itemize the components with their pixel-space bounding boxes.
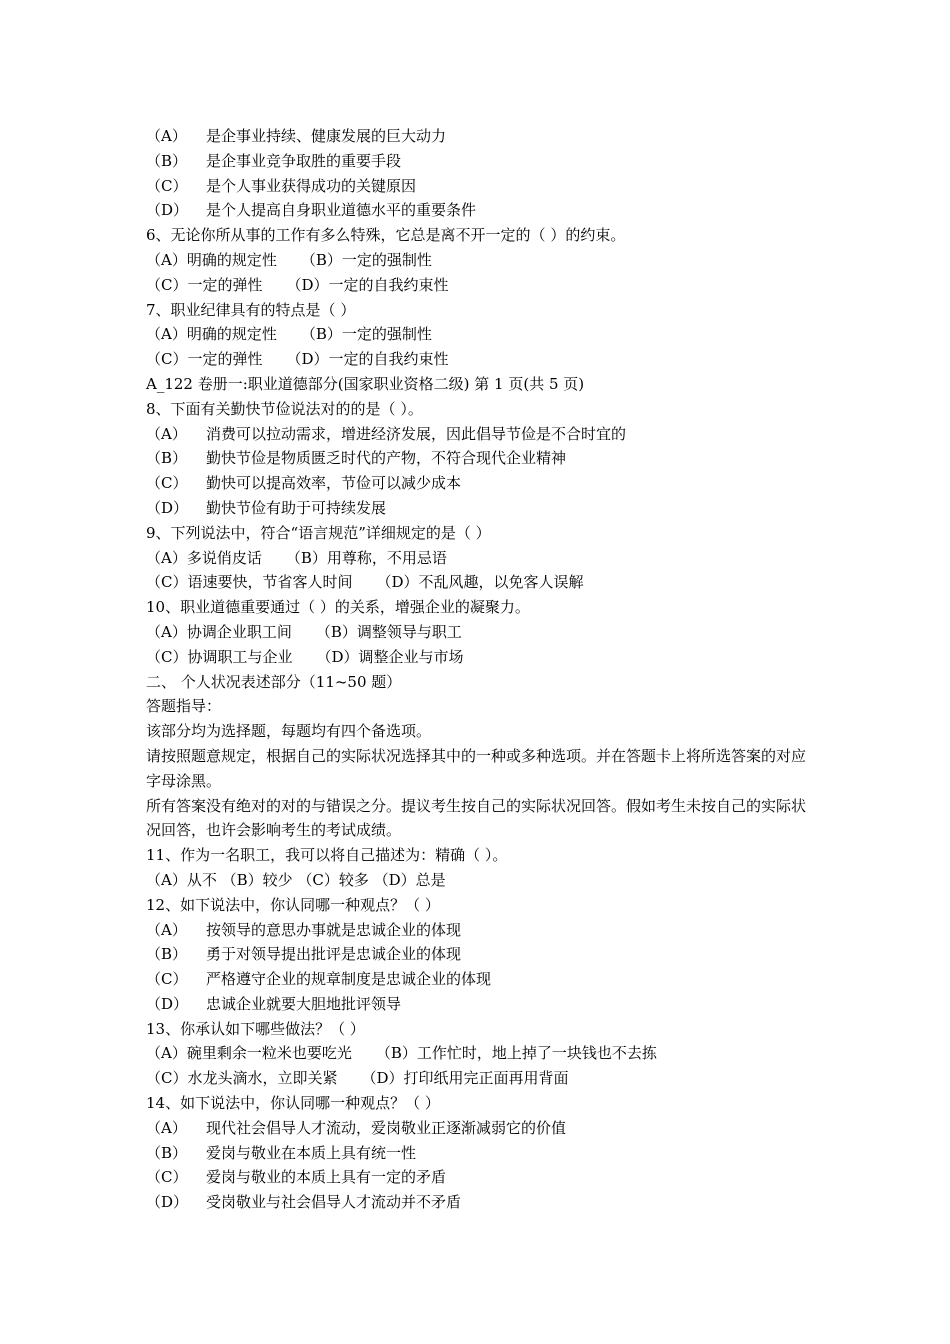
- answer-option: [146, 942, 816, 967]
- option-letter: （B）: [146, 1143, 188, 1162]
- document-page: [146, 124, 816, 1215]
- option-text: 受岗敬业与社会倡导人才流动并不矛盾: [206, 1193, 462, 1212]
- paragraph: 所有答案没有绝对的对的与错误之分。提议考生按自己的实际状况回答。假如考生未按自己的实际状况回答，也许会影响考生的考试成绩。: [146, 796, 807, 840]
- text-line: 答题指导：: [146, 697, 222, 716]
- option-left: （C）一定的弹性: [146, 275, 263, 294]
- answer-option: [146, 1190, 816, 1215]
- answer-option: [146, 992, 816, 1017]
- option-letter: （A）: [146, 1118, 187, 1137]
- option-letter: （A）: [146, 424, 187, 443]
- text-line: （A）从不 （B）较少 （C）较多 （D）总是: [146, 870, 446, 889]
- option-right: （D）一定的自我约束性: [286, 350, 449, 369]
- option-text: 勤快可以提高效率，节俭可以减少成本: [206, 474, 462, 493]
- paragraph: 请按照题意规定，根据自己的实际状况选择其中的一种或多种选项。并在答题卡上将所选答案的对应字母涂黑。: [146, 746, 807, 790]
- option-right: （B）调整领导与职工: [315, 622, 462, 641]
- text-line: 9、下列说法中，符合“语言规范”详细规定的是（ ）: [146, 523, 491, 542]
- option-text: 勤快节俭是物质匮乏时代的产物，不符合现代企业精神: [206, 449, 567, 468]
- option-left: （A）明确的规定性: [146, 250, 277, 269]
- option-right: （D）一定的自我约束性: [286, 275, 449, 294]
- option-text: 勇于对领导提出批评是忠诚企业的体现: [206, 945, 462, 964]
- answer-option-pair: [146, 347, 816, 372]
- option-text: 按领导的意思办事就是忠诚企业的体现: [206, 920, 462, 939]
- text-line: 6、无论你所从事的工作有多么特殊，它总是离不开一定的（ ）的约束。: [146, 226, 626, 245]
- answer-option: [146, 446, 816, 471]
- option-right: （D）打印纸用完正面再用背面: [361, 1069, 569, 1088]
- text-line: 13、你承认如下哪些做法？（ ）: [146, 1019, 365, 1038]
- option-text: 是个人提高自身职业道德水平的重要条件: [206, 201, 477, 220]
- answer-option-pair: [146, 1066, 816, 1091]
- option-text: 现代社会倡导人才流动，爱岗敬业正逐渐减弱它的价值: [206, 1118, 567, 1137]
- option-letter: （B）: [146, 151, 188, 170]
- option-text: 爱岗与敬业在本质上具有统一性: [206, 1143, 417, 1162]
- option-letter: （C）: [146, 1168, 188, 1187]
- text-line: 8、下面有关勤快节俭说法对的的是（ ）。: [146, 399, 423, 418]
- option-left: （C）水龙头滴水，立即关紧: [146, 1069, 338, 1088]
- option-text: 忠诚企业就要大胆地批评领导: [206, 994, 402, 1013]
- option-letter: （D）: [146, 1193, 189, 1212]
- option-left: （C）协调职工与企业: [146, 647, 293, 666]
- option-letter: （D）: [146, 498, 189, 517]
- option-letter: （A）: [146, 127, 187, 145]
- option-text: 是企事业竞争取胜的重要手段: [206, 151, 402, 170]
- option-letter: （C）: [146, 176, 188, 195]
- option-letter: （C）: [146, 970, 188, 989]
- answer-option-pair: [146, 570, 816, 595]
- answer-option: [146, 422, 816, 447]
- answer-option: [146, 198, 816, 223]
- option-left: （A）多说俏皮话: [146, 548, 262, 567]
- answer-option: [146, 1165, 816, 1190]
- answer-option: [146, 471, 816, 496]
- option-left: （C）语速要快，节省客人时间: [146, 573, 353, 592]
- option-text: 勤快节俭有助于可持续发展: [206, 498, 387, 517]
- text-line: 7、职业纪律具有的特点是（ ）: [146, 300, 356, 319]
- option-text: 消费可以拉动需求，增进经济发展，因此倡导节俭是不合时宜的: [206, 424, 627, 443]
- answer-option-pair: [146, 546, 816, 571]
- answer-option: [146, 124, 816, 149]
- text-line: 11、作为一名职工，我可以将自己描述为：精确（ ）。: [146, 846, 508, 865]
- option-left: （C）一定的弹性: [146, 350, 263, 369]
- answer-option-pair: [146, 1041, 816, 1066]
- answer-option: [146, 174, 816, 199]
- answer-option-pair: [146, 645, 816, 670]
- answer-option-pair: [146, 322, 816, 347]
- option-letter: （B）: [146, 449, 188, 468]
- option-letter: （A）: [146, 920, 187, 939]
- option-left: （A）碗里剩余一粒米也要吃光: [146, 1044, 352, 1063]
- option-letter: （B）: [146, 945, 188, 964]
- text-line: 该部分均为选择题，每题均有四个备选项。: [146, 722, 432, 741]
- option-letter: （D）: [146, 994, 189, 1013]
- answer-option-pair: [146, 273, 816, 298]
- option-text: 严格遵守企业的规章制度是忠诚企业的体现: [206, 970, 492, 989]
- answer-option: [146, 918, 816, 943]
- text-line: 12、如下说法中，你认同哪一种观点？（ ）: [146, 895, 440, 914]
- text-line: A_122 卷册一:职业道德部分(国家职业资格二级) 第 1 页(共 5 页): [146, 374, 585, 393]
- answer-option: [146, 1141, 816, 1166]
- option-right: （D）不乱风趣，以免客人误解: [376, 573, 584, 592]
- option-text: 爱岗与敬业的本质上具有一定的矛盾: [206, 1168, 447, 1187]
- text-line: 10、职业道德重要通过（ ）的关系，增强企业的凝聚力。: [146, 598, 530, 617]
- option-right: （B）一定的强制性: [300, 250, 432, 269]
- option-right: （B）用尊称，不用忌语: [285, 548, 447, 567]
- option-letter: （D）: [146, 201, 189, 220]
- option-right: （D）调整企业与市场: [316, 647, 464, 666]
- option-right: （B）工作忙时，地上掉了一块钱也不去拣: [375, 1044, 657, 1063]
- option-left: （A）协调企业职工间: [146, 622, 292, 641]
- option-letter: （C）: [146, 474, 188, 493]
- text-line: 14、如下说法中，你认同哪一种观点？（ ）: [146, 1094, 440, 1113]
- answer-option-pair: [146, 620, 816, 645]
- answer-option-pair: [146, 248, 816, 273]
- option-text: 是个人事业获得成功的关键原因: [206, 176, 417, 195]
- answer-option: [146, 496, 816, 521]
- answer-option: [146, 967, 816, 992]
- option-left: （A）明确的规定性: [146, 325, 277, 344]
- option-text: 是企事业持续、健康发展的巨大动力: [206, 127, 447, 145]
- answer-option: [146, 149, 816, 174]
- option-right: （B）一定的强制性: [300, 325, 432, 344]
- answer-option: [146, 1116, 816, 1141]
- text-line: 二、 个人状况表述部分（11~50 题）: [146, 672, 402, 691]
